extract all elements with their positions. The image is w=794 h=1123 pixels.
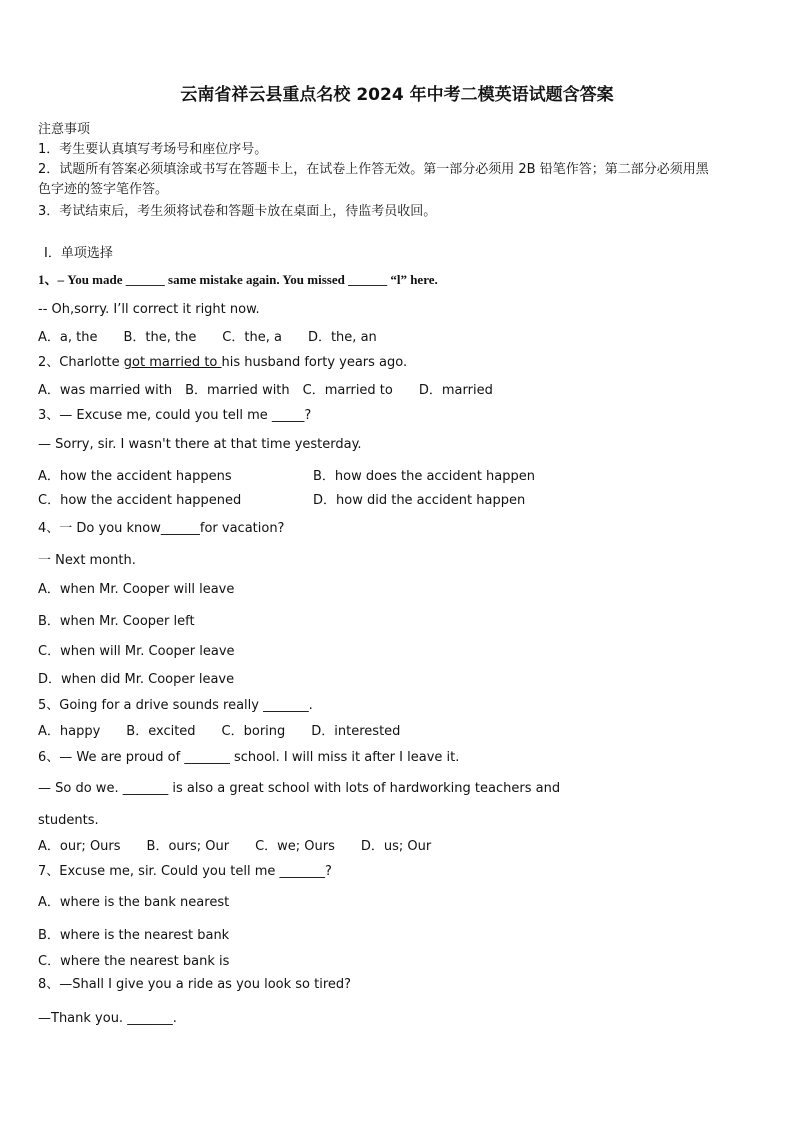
note-item: 3．考试结束后，考生须将试卷和答题卡放在桌面上，待监考员收回。 [38,204,437,219]
question-7-option-c: C．where the nearest bank is [38,954,230,969]
note-item: 色字迹的签字笔作答。 [38,182,169,197]
question-2-options: A．was married with B．married with C．married to D．married [38,383,493,398]
question-4-pre: 4、一 Do you know [38,521,161,536]
question-3-option-b: B．how does the accident happen [313,469,535,484]
question-6-line: students. [38,813,99,828]
question-7-option-a: A．where is the bank nearest [38,895,230,910]
question-6-stem: 6、— We are proud of _______ school. I will miss it after I leave it. [38,750,460,765]
question-3-option-d: D．how did the accident happen [313,493,526,508]
question-2-post: his husband forty years ago. [221,355,408,370]
question-4-option-a: A．when Mr. Cooper will leave [38,582,235,597]
question-1-stem: 1、– You made ______ same mistake again. You missed ______ “l” here. [38,272,438,287]
question-4-option-c: C．when will Mr. Cooper leave [38,644,235,659]
question-2-pre: 2、Charlotte [38,355,124,370]
page-title: 云南省祥云县重点名校 2024 年中考二模英语试题含答案 [180,85,614,105]
question-7-stem: 7、Excuse me, sir. Could you tell me _______? [38,864,332,879]
question-3-stem: 3、— Excuse me, could you tell me _____? [38,408,312,423]
question-5-options: A．happy B．excited C．boring D．interested [38,724,401,739]
notes-heading: 注意事项 [38,122,91,137]
question-4-blank: ______ [160,521,200,536]
question-4-line: 一 Next month. [38,553,136,568]
question-4-post: for vacation? [199,521,285,536]
question-4-stem [38,521,284,537]
question-3-option-c: C．how the accident happened [38,493,242,508]
question-8-line: —Thank you. _______. [38,1011,177,1026]
question-8-stem: 8、—Shall I give you a ride as you look so tired? [38,977,352,992]
note-item: 1．考生要认真填写考场号和座位序号。 [38,142,268,157]
question-5-stem: 5、Going for a drive sounds really _______. [38,698,313,713]
question-6-line: — So do we. _______ is also a great school with lots of hardworking teachers and [38,781,561,796]
question-2-stem [38,355,407,371]
question-1-options: A．a, the B．the, the C．the, a D．the, an [38,330,377,345]
question-4-option-d: D．when did Mr. Cooper leave [38,672,235,687]
question-3-line: — Sorry, sir. I wasn't there at that time yesterday. [38,437,362,452]
question-4-option-b: B．when Mr. Cooper left [38,614,195,629]
question-2-underlined: got married to [123,355,222,370]
note-item: 2．试题所有答案必须填涂或书写在答题卡上，在试卷上作答无效。第一部分必须用 2B 铅笔作答；第二部分必须用黑 [38,162,709,177]
question-7-option-b: B．where is the nearest bank [38,928,230,943]
question-6-options: A．our; Ours B．ours; Our C．we; Ours D．us; Our [38,839,432,854]
section-heading: Ⅰ．单项选择 [44,246,113,261]
question-1-line: -- Oh,sorry. I’ll correct it right now. [38,302,260,317]
question-3-option-a: A．how the accident happens [38,469,232,484]
